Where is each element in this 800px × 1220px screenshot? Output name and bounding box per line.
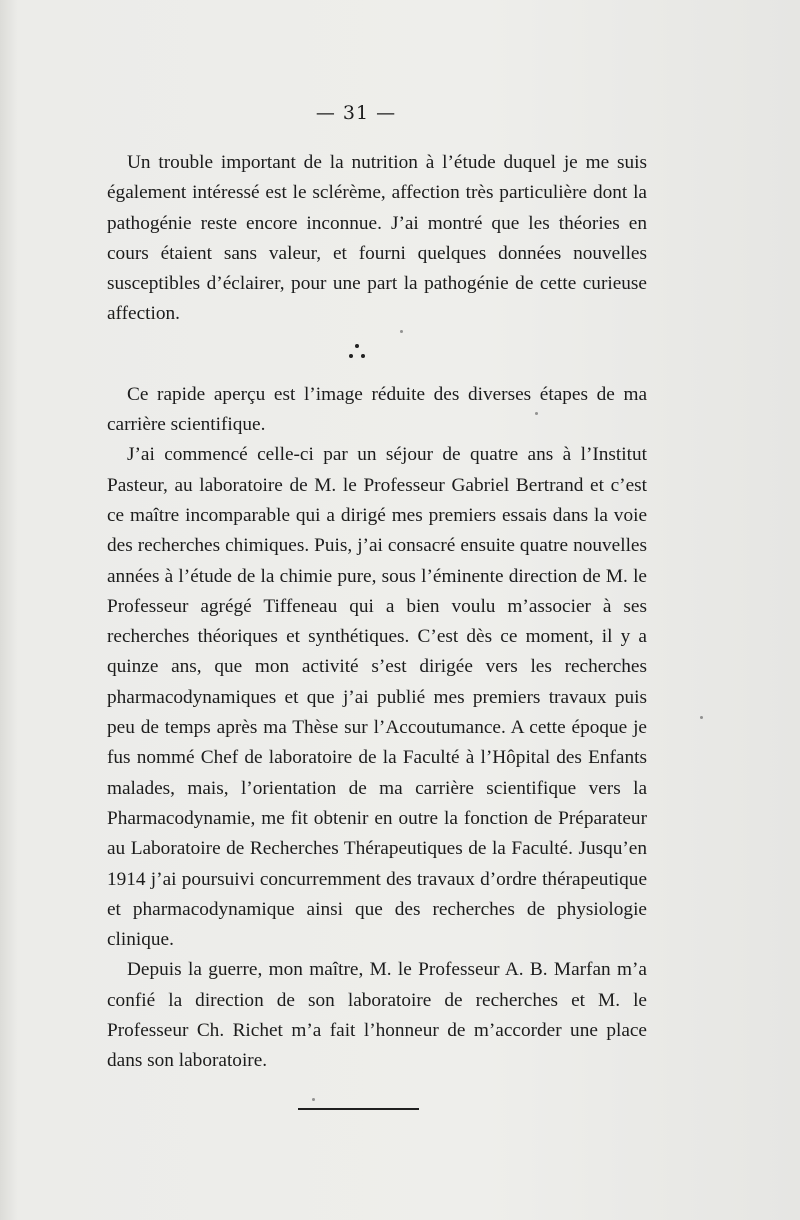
scan-speck xyxy=(700,716,703,719)
body-text xyxy=(107,148,647,1077)
asterism-dot-top xyxy=(355,344,359,348)
end-rule xyxy=(298,1108,419,1110)
paragraph-sclereme: Un trouble important de la nutrition à l’étude duquel je me suis également intéressé est le sclérème, affection très particulière dont la pathogénie reste encore inconnue. J’ai montré que les théories en cours étaient sans valeur, et fourni quelques données nouvelles susceptibles d’éclairer, pour une part la pathogénie de cette curieuse affection. xyxy=(107,152,647,325)
asterism-dot-right xyxy=(361,354,365,358)
paragraph-apercu: Ce rapide aperçu est l’image réduite des diverses étapes de ma carrière scientifique. xyxy=(107,383,647,436)
page-number: — 31 — xyxy=(315,102,397,124)
paragraph-carriere: J’ai commencé celle-ci par un séjour de quatre ans à l’Institut Pasteur, au laboratoire de M. le Professeur Gabriel Bertrand et c’est ce maître incomparable qui a dirigé mes premiers essais dans la voie des recherches chimiques. Puis, j’ai consacré ensuite quatre nouvelles années à l’étude de la chimie pure, sous l’éminente direction de M. le Professeur agrégé Tiffeneau qui a bien voulu m’associer à ses recherches théoriques et synthétiques. C’est dès ce moment, il y a quinze ans, que mon activité s’est dirigée vers les recherches pharmacodynamiques et que j’ai publié mes premiers travaux puis peu de temps après ma Thèse sur l’Accoutumance. A cette époque je fus nommé Chef de laboratoire de la Faculté à l’Hôpital des Enfants malades, mais, l’orientation de ma carrière scientifique vers la Pharmacodynamie, me fit obtenir en outre la fonction de Préparateur au Laboratoire de Recherches Thérapeutiques de la Faculté. Jusqu’en 1914 j’ai poursuivi concurremment des travaux d’ordre thérapeutique et pharmacodynamique ainsi que des recherches de physiologie clinique. xyxy=(107,444,647,951)
paragraph-guerre: Depuis la guerre, mon maître, M. le Professeur A. B. Marfan m’a confié la direction de son laboratoire de recherches et M. le Professeur Ch. Richet m’a fait l’honneur de m’accorder une place dans son laboratoire. xyxy=(107,959,647,1072)
scan-speck xyxy=(400,330,403,333)
asterism-dot-left xyxy=(349,354,353,358)
scan-speck xyxy=(535,412,538,415)
scan-speck xyxy=(312,1098,315,1101)
asterism-separator xyxy=(107,340,647,366)
